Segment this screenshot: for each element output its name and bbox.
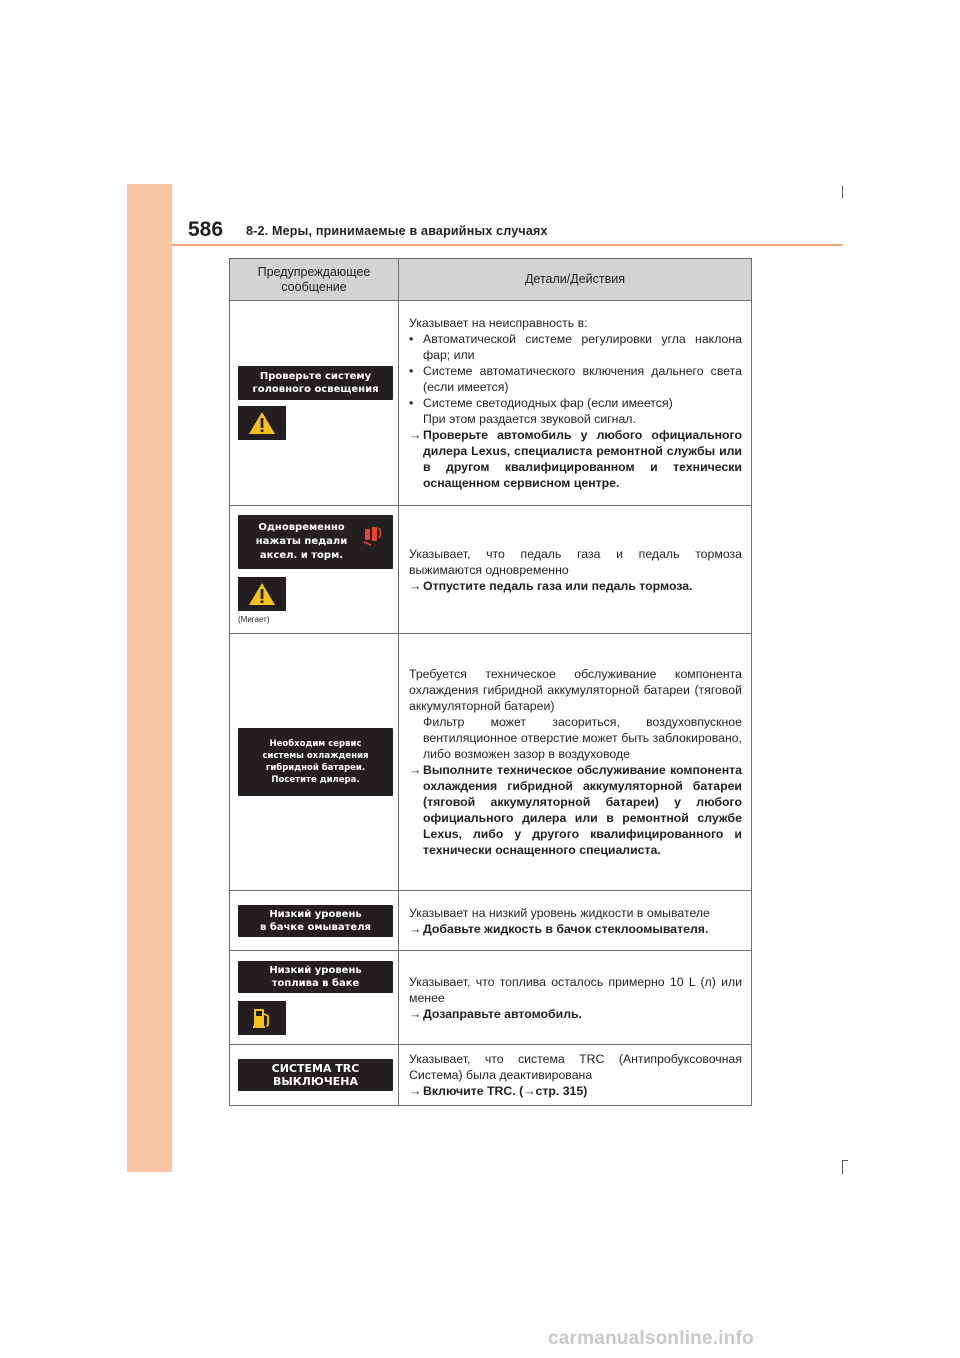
description-text: Указывает на неисправность в: [409, 316, 588, 330]
col-header-message: Предупреждающее сообщение [230, 259, 399, 301]
display-message [238, 728, 393, 796]
display-message [238, 1059, 393, 1091]
description-text: Требуется техническое обслуживание компонента охлаждения гибридной аккумуляторной батареи (тяговой аккумуляторной батареи) [409, 667, 742, 713]
details-cell [399, 634, 752, 891]
details-cell [399, 506, 752, 634]
details-cell [399, 1045, 752, 1106]
display-line: СИСТЕМА TRC [271, 1062, 360, 1075]
display-line: головного освещения [252, 384, 379, 395]
display-line: топлива в баке [271, 977, 360, 989]
description-text: Указывает, что система TRC (Антипробуксовочная Система) была деактивирована [409, 1052, 742, 1082]
display-line: нажаты педали [255, 536, 348, 547]
crop-mark-top [842, 186, 843, 198]
display-line: аксел. и торм. [259, 550, 344, 561]
message-cell [230, 634, 399, 891]
display-message [238, 905, 393, 937]
warning-messages-table [229, 258, 752, 1106]
note-text: При этом раздается звуковой сигнал. [423, 412, 636, 426]
action-text: → Дозаправьте автомобиль. [409, 1006, 582, 1021]
warning-icon-box [238, 406, 286, 440]
description-text: Указывает на низкий уровень жидкости в омывателе [409, 905, 710, 920]
description-text: Указывает, что топлива осталось примерно 10 L (л) или менее [409, 974, 742, 1005]
display-line: Низкий уровень [269, 908, 362, 920]
table-row [230, 634, 752, 891]
action-text: → Добавьте жидкость в бачок стеклоомывателя. [409, 921, 709, 936]
action-text: → Включите TRC. (→стр. 315) [409, 1084, 588, 1098]
col-header-details: Детали/Действия [399, 259, 752, 301]
table-row [230, 891, 752, 951]
table-header-row [230, 259, 752, 301]
page-number: 586 [188, 218, 224, 241]
list-item: • Системе автоматического включения дальнего света (если имеется) [409, 364, 742, 394]
message-cell [230, 951, 399, 1045]
message-cell [230, 1045, 399, 1106]
blink-caption: (Мигает) [238, 615, 270, 624]
fuel-icon-box [238, 1001, 286, 1035]
warning-triangle-icon [248, 582, 276, 606]
header-rule [172, 244, 843, 246]
details-cell [399, 301, 752, 506]
display-message [238, 961, 393, 993]
details-cell [399, 891, 752, 951]
message-cell [230, 301, 399, 506]
list-item: • Автоматической системе регулировки угла наклона фар; или [409, 332, 742, 362]
display-line: в бачке омывателя [260, 921, 371, 933]
display-line: Необходим сервис [269, 739, 362, 749]
display-line: Низкий уровень [269, 964, 362, 976]
display-line: Проверьте систему [259, 371, 372, 382]
description-text: Указывает, что педаль газа и педаль тормоза выжимаются одновременно [409, 546, 742, 577]
warning-triangle-icon [248, 411, 276, 435]
table-row [230, 1045, 752, 1106]
display-line: Посетите дилера. [271, 775, 360, 785]
site-watermark: carmanualsonline.info [548, 1328, 754, 1349]
display-line: ВЫКЛЮЧЕНА [273, 1075, 358, 1088]
pedals-icon [363, 524, 383, 546]
crop-mark-bottom [842, 1160, 843, 1174]
action-text: → Проверьте автомобиль у любого официального дилера Lexus, специалиста ремонтной службы или в другом квалифицированном и технически оснащенном сервисном центре. [409, 428, 742, 490]
display-message [238, 515, 393, 569]
section-title: 8-2. Меры, принимаемые в аварийных случаях [246, 224, 548, 238]
action-text: → Отпустите педаль газа или педаль тормоза. [409, 578, 693, 593]
display-line: Одновременно [258, 522, 345, 533]
warning-icon-box [238, 577, 286, 611]
display-message [238, 366, 393, 400]
table-row [230, 506, 752, 634]
fuel-pump-icon [252, 1007, 272, 1029]
message-cell [230, 506, 399, 634]
message-cell [230, 891, 399, 951]
list-item: • Системе светодиодных фар (если имеется) [409, 396, 673, 410]
action-text: → Выполните техническое обслуживание компонента охлаждения гибридной аккумуляторной батареи (тяговой аккумуляторной батареи) у любого официального дилера или в ремонтной службе Lexus, либо у другого квалифицированного и технически оснащенного специалиста. [409, 763, 742, 857]
display-line: системы охлаждения [262, 751, 369, 761]
note-text: Фильтр может засориться, воздуховпускное вентиляционное отверстие может быть заблокировано, либо возможен зазор в воздуховоде [423, 715, 742, 761]
table-row [230, 301, 752, 506]
side-color-band [127, 184, 172, 1172]
crop-mark-bottom-tick [842, 1160, 848, 1161]
details-cell [399, 951, 752, 1045]
display-line: гибридной батареи. [265, 763, 366, 773]
table-row [230, 951, 752, 1045]
